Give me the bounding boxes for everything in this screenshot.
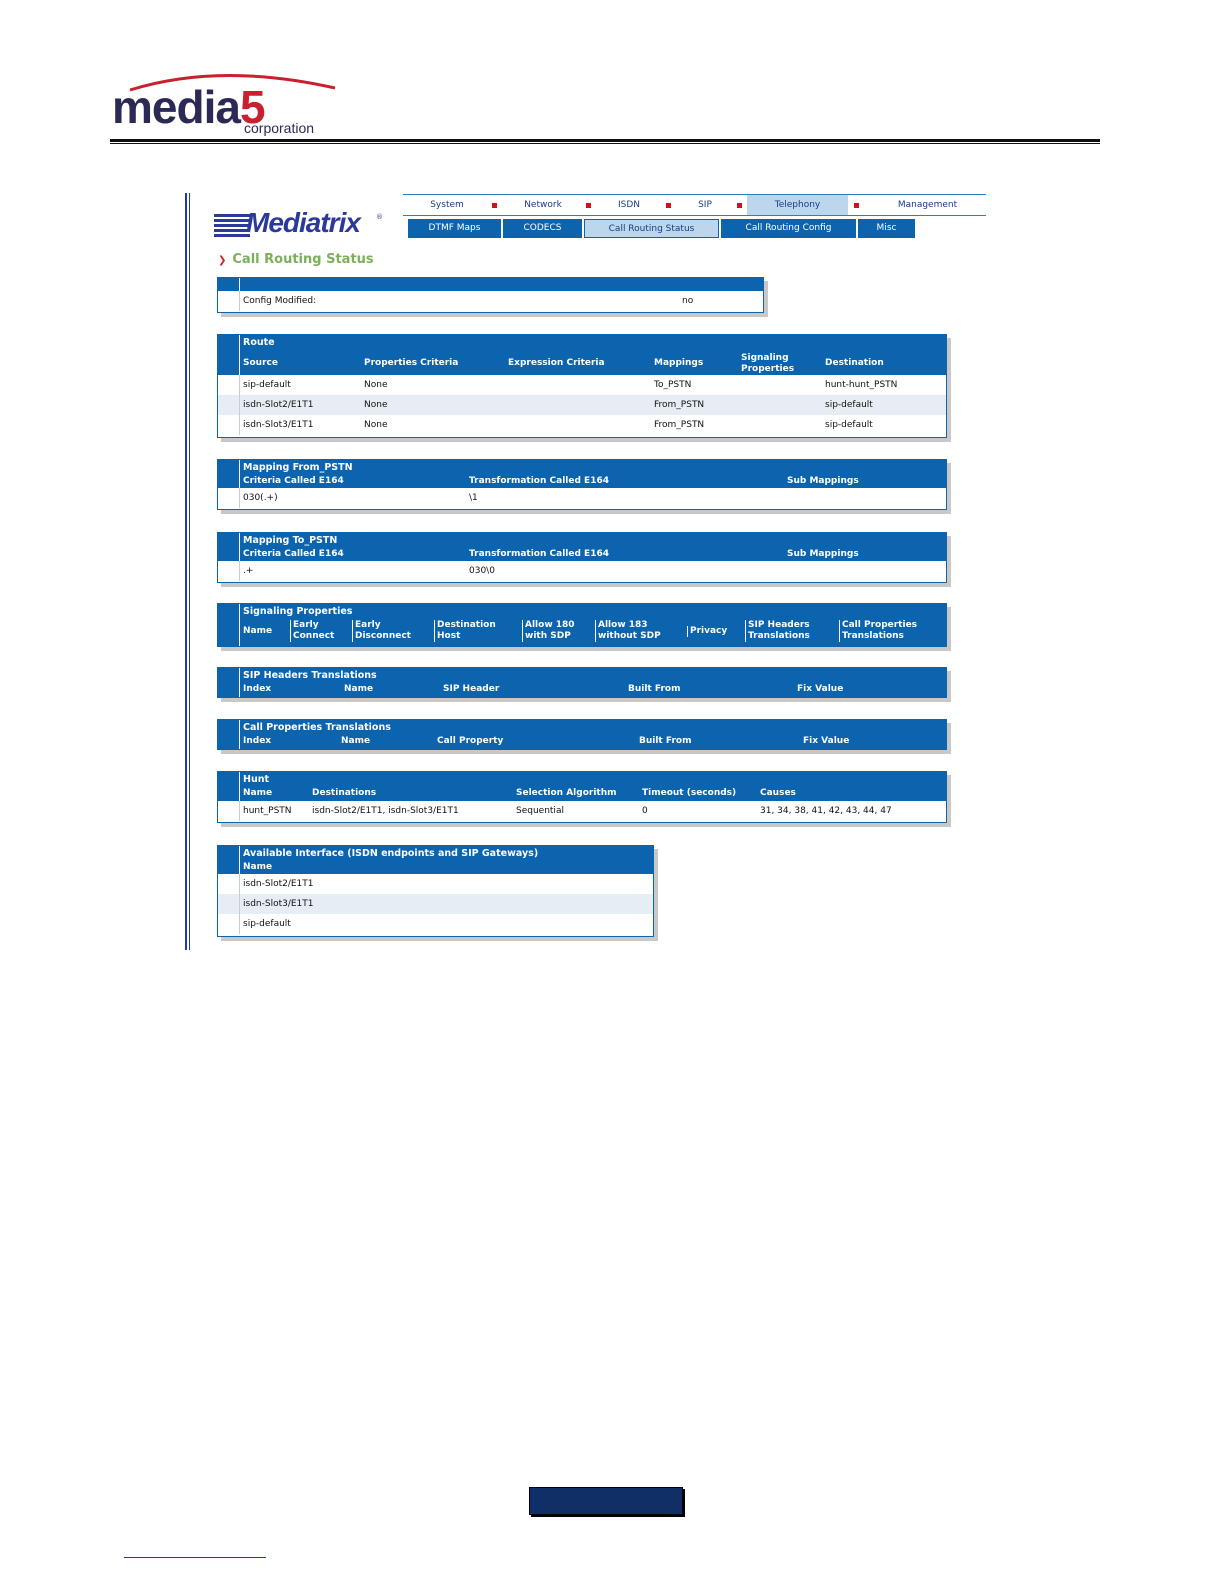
nav-separator-icon [492, 203, 497, 208]
call-properties-translations-table [217, 719, 947, 750]
col-expression-criteria: Expression Criteria [508, 358, 605, 368]
col-selection-algorithm: Selection Algorithm [516, 788, 617, 798]
hunt-destinations: isdn-Slot2/E1T1, isdn-Slot3/E1T1 [312, 806, 459, 816]
hunt-timeout: 0 [642, 806, 648, 816]
col-signaling-properties: Signaling Properties [741, 353, 795, 374]
col-name: Name [344, 684, 374, 694]
nav-telephony[interactable]: Telephony [747, 195, 848, 215]
mapping-transformation: 030\0 [469, 566, 495, 576]
mapping-to-table [217, 532, 947, 583]
config-table [217, 277, 764, 313]
col-sub-mappings: Sub Mappings [787, 476, 859, 486]
table-row [218, 375, 946, 395]
col-fix-value: Fix Value [803, 736, 850, 746]
frame-left-border-inner [189, 193, 190, 950]
nav-isdn[interactable]: ISDN [617, 200, 641, 210]
col-built-from: Built From [628, 684, 681, 694]
col-causes: Causes [760, 788, 796, 798]
table-row [218, 894, 653, 914]
hunt-algorithm: Sequential [516, 806, 564, 816]
hunt-table [217, 771, 947, 823]
media5-tagline: corporation [244, 120, 315, 136]
table-row [218, 874, 653, 894]
interface-name: sip-default [243, 919, 291, 929]
route-source: isdn-Slot3/E1T1 [243, 420, 314, 430]
mediatrix-logo: Mediatrix [246, 207, 360, 238]
col-criteria: Criteria Called E164 [243, 549, 344, 559]
top-nav [403, 194, 986, 216]
tab-dtmf-maps[interactable]: DTMF Maps [408, 219, 501, 238]
table-row [218, 395, 946, 415]
table-row [218, 291, 763, 311]
mapping-criteria: .+ [243, 566, 254, 576]
col-transformation: Transformation Called E164 [469, 549, 609, 559]
nav-network[interactable]: Network [524, 200, 562, 210]
route-properties: None [364, 400, 388, 410]
route-source: sip-default [243, 380, 291, 390]
route-mapping: From_PSTN [654, 400, 705, 410]
tab-call-routing-config[interactable]: Call Routing Config [721, 219, 856, 238]
registered-mark: ® [376, 213, 383, 221]
col-privacy: Privacy [687, 626, 727, 637]
route-mapping: From_PSTN [654, 420, 705, 430]
col-early-disconnect: Early Disconnect [352, 620, 411, 642]
page-title: ❯ Call Routing Status [218, 252, 374, 267]
header-rule-thin [110, 143, 1100, 144]
hunt-causes: 31, 34, 38, 41, 42, 43, 44, 47 [760, 806, 892, 816]
col-destinations: Destinations [312, 788, 377, 798]
nav-separator-icon [737, 203, 742, 208]
col-early-connect: Early Connect [290, 620, 334, 642]
route-source: isdn-Slot2/E1T1 [243, 400, 314, 410]
config-label: Config Modified: [243, 296, 317, 306]
col-name: Name [341, 736, 371, 746]
mapping-to-title: Mapping To_PSTN [243, 535, 338, 546]
table-row [218, 561, 946, 581]
table-row [218, 415, 946, 435]
route-properties: None [364, 380, 388, 390]
route-destination: sip-default [825, 420, 873, 430]
sip-headers-title: SIP Headers Translations [243, 670, 377, 681]
route-table [217, 334, 947, 438]
col-source: Source [243, 358, 278, 368]
nav-separator-icon [854, 203, 859, 208]
table-row [218, 801, 946, 821]
col-call-property: Call Property [437, 736, 504, 746]
nav-sip[interactable]: SIP [698, 200, 712, 210]
nav-separator-icon [666, 203, 671, 208]
mediatrix-stripes-icon [214, 214, 250, 238]
interface-name: isdn-Slot2/E1T1 [243, 879, 314, 889]
route-title: Route [243, 337, 275, 348]
col-fix-value: Fix Value [797, 684, 844, 694]
signaling-title: Signaling Properties [243, 606, 353, 617]
col-index: Index [243, 736, 272, 746]
col-index: Index [243, 684, 272, 694]
tab-call-routing-status[interactable]: Call Routing Status [584, 219, 719, 238]
table-row [218, 488, 946, 508]
table-row [218, 914, 653, 934]
col-sip-headers-translations: SIP Headers Translations [745, 620, 810, 642]
sip-headers-translations-table [217, 667, 947, 698]
col-mappings: Mappings [654, 358, 704, 368]
nav-separator-icon [586, 203, 591, 208]
route-mapping: To_PSTN [654, 380, 692, 390]
col-name: Name [243, 626, 273, 636]
col-transformation: Transformation Called E164 [469, 476, 609, 486]
footer-line [124, 1557, 266, 1558]
tab-misc[interactable]: Misc [858, 219, 915, 238]
col-name: Name [243, 788, 273, 798]
route-destination: sip-default [825, 400, 873, 410]
interfaces-title: Available Interface (ISDN endpoints and SIP Gateways) [243, 848, 539, 859]
route-destination: hunt-hunt_PSTN [825, 380, 898, 390]
col-call-properties-translations: Call Properties Translations [839, 620, 917, 642]
col-sip-header: SIP Header [443, 684, 500, 694]
page-number-box [529, 1487, 683, 1515]
hunt-title: Hunt [243, 774, 270, 785]
tab-codecs[interactable]: CODECS [503, 219, 582, 238]
col-allow-183: Allow 183 without SDP [595, 620, 661, 642]
mapping-from-title: Mapping From_PSTN [243, 462, 353, 473]
frame-left-border [185, 193, 187, 950]
route-properties: None [364, 420, 388, 430]
mapping-criteria: 030(.+) [243, 493, 278, 503]
nav-system[interactable]: System [430, 200, 464, 210]
mapping-from-table [217, 459, 947, 510]
interface-name: isdn-Slot3/E1T1 [243, 899, 314, 909]
col-timeout: Timeout (seconds) [642, 788, 737, 798]
nav-management[interactable]: Management [897, 200, 958, 210]
col-criteria: Criteria Called E164 [243, 476, 344, 486]
col-sub-mappings: Sub Mappings [787, 549, 859, 559]
col-destination-host: Destination Host [434, 620, 496, 642]
available-interface-table [217, 845, 654, 937]
col-built-from: Built From [639, 736, 692, 746]
col-destination: Destination [825, 358, 884, 368]
header-rule [110, 139, 1100, 142]
media5-logo: media5 [112, 81, 265, 133]
mapping-transformation: \1 [469, 493, 478, 503]
signaling-properties-table [217, 603, 947, 647]
arrow-icon: ❯ [218, 255, 227, 266]
col-allow-180: Allow 180 with SDP [522, 620, 575, 642]
call-properties-title: Call Properties Translations [243, 722, 391, 733]
config-value: no [682, 296, 694, 306]
hunt-name: hunt_PSTN [243, 806, 292, 816]
col-properties-criteria: Properties Criteria [364, 358, 459, 368]
col-name: Name [243, 862, 273, 872]
